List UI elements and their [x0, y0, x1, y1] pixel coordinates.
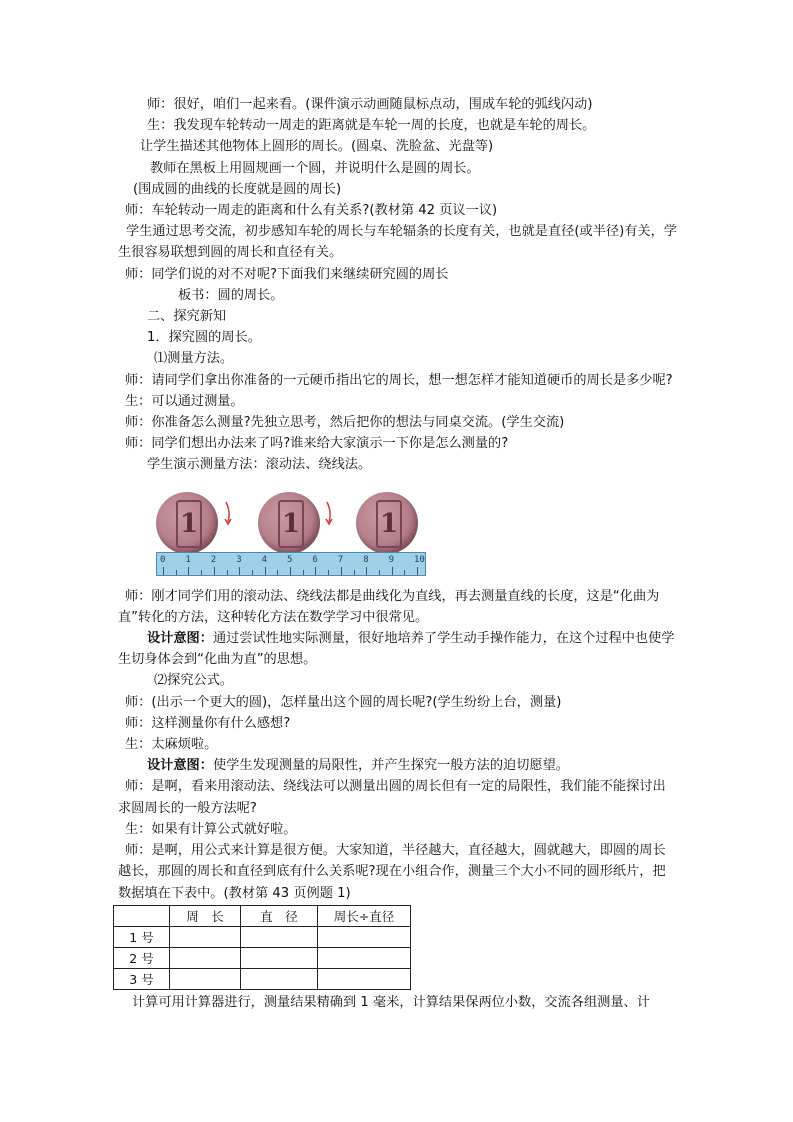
ruler-tick — [277, 570, 278, 575]
paragraph: 师：(出示一个更大的圆)，怎样量出这个圆的周长呢?(学生纷纷上台，测量) — [125, 694, 562, 710]
subsection-heading: 1．探究圆的周长。 — [147, 330, 261, 346]
ruler-label: 3 — [236, 554, 242, 565]
table-row — [114, 968, 411, 989]
table-cell — [241, 947, 318, 968]
row-label: 3 号 — [114, 968, 170, 989]
rotation-arrow-icon — [324, 500, 334, 526]
ruler-label: 10 — [414, 554, 425, 565]
paragraph: 师：刚才同学们用的滚动法、绕线法都是曲线化为直线，再去测量直线的长度，这是“化曲为直”转化的方法，这种转化方法在数学学习中很常见。 — [118, 588, 660, 625]
ruler-tick — [303, 570, 304, 575]
table-cell — [241, 968, 318, 989]
coin-denomination: 1 — [176, 500, 202, 548]
table-cell — [318, 968, 411, 989]
document-body — [118, 94, 678, 1013]
paragraph: 师：同学们说的对不对呢?下面我们来继续研究圆的周长 — [125, 266, 449, 282]
row-label: 2 号 — [114, 947, 170, 968]
table-cell — [241, 926, 318, 947]
paragraph: (围成圆的曲线的长度就是圆的周长) — [133, 181, 342, 197]
coin-denomination: 1 — [278, 500, 304, 548]
ruler-label: 0 — [160, 554, 166, 565]
paragraph: 生：太麻烦啦。 — [125, 737, 218, 753]
paragraph: 生：如果有计算公式就好啦。 — [125, 821, 297, 837]
row-label: 1 号 — [114, 926, 170, 947]
subsection-heading: ⑵探究公式。 — [154, 673, 234, 689]
ruler-label: 1 — [185, 554, 191, 565]
paragraph: 生：我发现车轮转动一周走的距离就是车轮一周的长度，也就是车轮的周长。 — [147, 118, 596, 134]
paragraph: 计算可用计算器进行，测量结果精确到 1 毫米，计算结果保两位小数，交流各组测量、计 — [132, 994, 650, 1010]
coin-image — [156, 492, 218, 554]
table-row — [114, 947, 411, 968]
paragraph: 师：同学们想出办法来了吗?谁来给大家演示一下你是怎么测量的? — [125, 436, 509, 452]
table-cell — [318, 947, 411, 968]
ruler-tick — [315, 567, 316, 575]
subsection-heading: ⑴测量方法。 — [154, 351, 234, 367]
ruler-tick — [417, 567, 418, 575]
ruler-tick — [265, 567, 266, 575]
ruler-label: 2 — [210, 554, 217, 565]
ruler-tick — [379, 570, 380, 575]
ruler-tick — [404, 570, 405, 575]
paragraph: 让学生描述其他物体上圆形的周长。(圆桌、洗脸盆、光盘等) — [140, 139, 494, 155]
design-intent-label: 设计意图： — [147, 758, 213, 774]
design-intent-text: 使学生发现测量的局限性，并产生探究一般方法的迫切愿望。 — [212, 758, 569, 774]
section-heading: 二、探究新知 — [147, 309, 227, 325]
ruler-tick — [239, 567, 240, 575]
ruler-label: 4 — [261, 554, 268, 565]
coin-denomination: 1 — [376, 500, 402, 548]
paragraph: 师：这样测量你有什么感想? — [125, 715, 291, 731]
table-cell — [170, 968, 241, 989]
coin-image — [356, 492, 418, 554]
paragraph: 学生演示测量方法：滚动法、绕线法。 — [147, 457, 372, 473]
ruler-label: 9 — [388, 554, 395, 565]
table-header-row — [114, 905, 411, 926]
table-cell — [170, 947, 241, 968]
table-cell — [318, 926, 411, 947]
ruler-tick — [354, 570, 355, 575]
paragraph: 师：你准备怎么测量?先独立思考，然后把你的想法与同桌交流。(学生交流) — [125, 415, 565, 431]
table-cell — [170, 926, 241, 947]
coin-measurement-figure — [156, 482, 556, 580]
ruler — [156, 552, 426, 576]
design-intent — [118, 755, 678, 776]
paragraph: 师：车轮转动一周走的距离和什么有关系?(教材第 42 页议一议) — [125, 203, 498, 219]
table-header-cell: 周长÷直径 — [318, 905, 411, 926]
ruler-tick — [252, 570, 253, 575]
blackboard-note: 板书：圆的周长。 — [178, 287, 284, 303]
paragraph: 师：是啊，用公式来计算是很方便。大家知道，半径越大，直径越大，圆就越大，即圆的周长越长，那圆的周长和直径到底有什么关系呢?现在小组合作，测量三个大小不同的圆形纸片，把数据填在下表中。(教材第 43 页例题 1) — [118, 843, 666, 901]
design-intent — [118, 628, 678, 670]
coin-image — [258, 492, 320, 554]
paragraph: 教师在黑板上用圆规画一个圆，并说明什么是圆的周长。 — [150, 160, 480, 176]
rotation-arrow-icon — [223, 500, 233, 526]
paragraph: 师：是啊，看来用滚动法、绕线法可以测量出圆的周长但有一定的局限性，我们能不能探讨出求圆周长的一般方法呢? — [118, 779, 666, 816]
ruler-tick — [163, 567, 164, 575]
design-intent-label: 设计意图： — [147, 631, 213, 647]
paragraph: 师：很好，咱们一起来看。(课件演示动画随鼠标点动，围成车轮的弧线闪动) — [147, 97, 593, 112]
ruler-label: 7 — [337, 554, 344, 565]
ruler-tick — [392, 567, 393, 575]
ruler-label: 6 — [312, 554, 318, 565]
ruler-label: 5 — [287, 554, 293, 565]
ruler-tick — [366, 567, 367, 575]
ruler-tick — [201, 570, 202, 575]
measurement-table — [113, 905, 411, 990]
ruler-tick — [290, 567, 291, 575]
ruler-tick — [214, 567, 215, 575]
ruler-label: 8 — [363, 554, 369, 565]
ruler-tick — [188, 567, 189, 575]
table-header-cell: 直 径 — [241, 905, 318, 926]
paragraph: 学生通过思考交流，初步感知车轮的周长与车轮辐条的长度有关，也就是直径(或半径)有关，学生很容易联想到圆的周长和直径有关。 — [118, 224, 677, 261]
ruler-tick — [341, 567, 342, 575]
table-row — [114, 926, 411, 947]
paragraph: 师：请同学们拿出你准备的一元硬币指出它的周长，想一想怎样才能知道硬币的周长是多少呢? — [125, 372, 673, 388]
ruler-tick — [176, 570, 177, 575]
paragraph: 生：可以通过测量。 — [125, 393, 244, 409]
table-header-cell — [114, 905, 170, 926]
ruler-tick — [328, 570, 329, 575]
design-intent-text: 通过尝试性地实际测量，很好地培养了学生动手操作能力，在这个过程中也使学生切身体会到“化曲为直”的思想。 — [118, 631, 675, 668]
ruler-tick — [227, 570, 228, 575]
table-header-cell: 周 长 — [170, 905, 241, 926]
